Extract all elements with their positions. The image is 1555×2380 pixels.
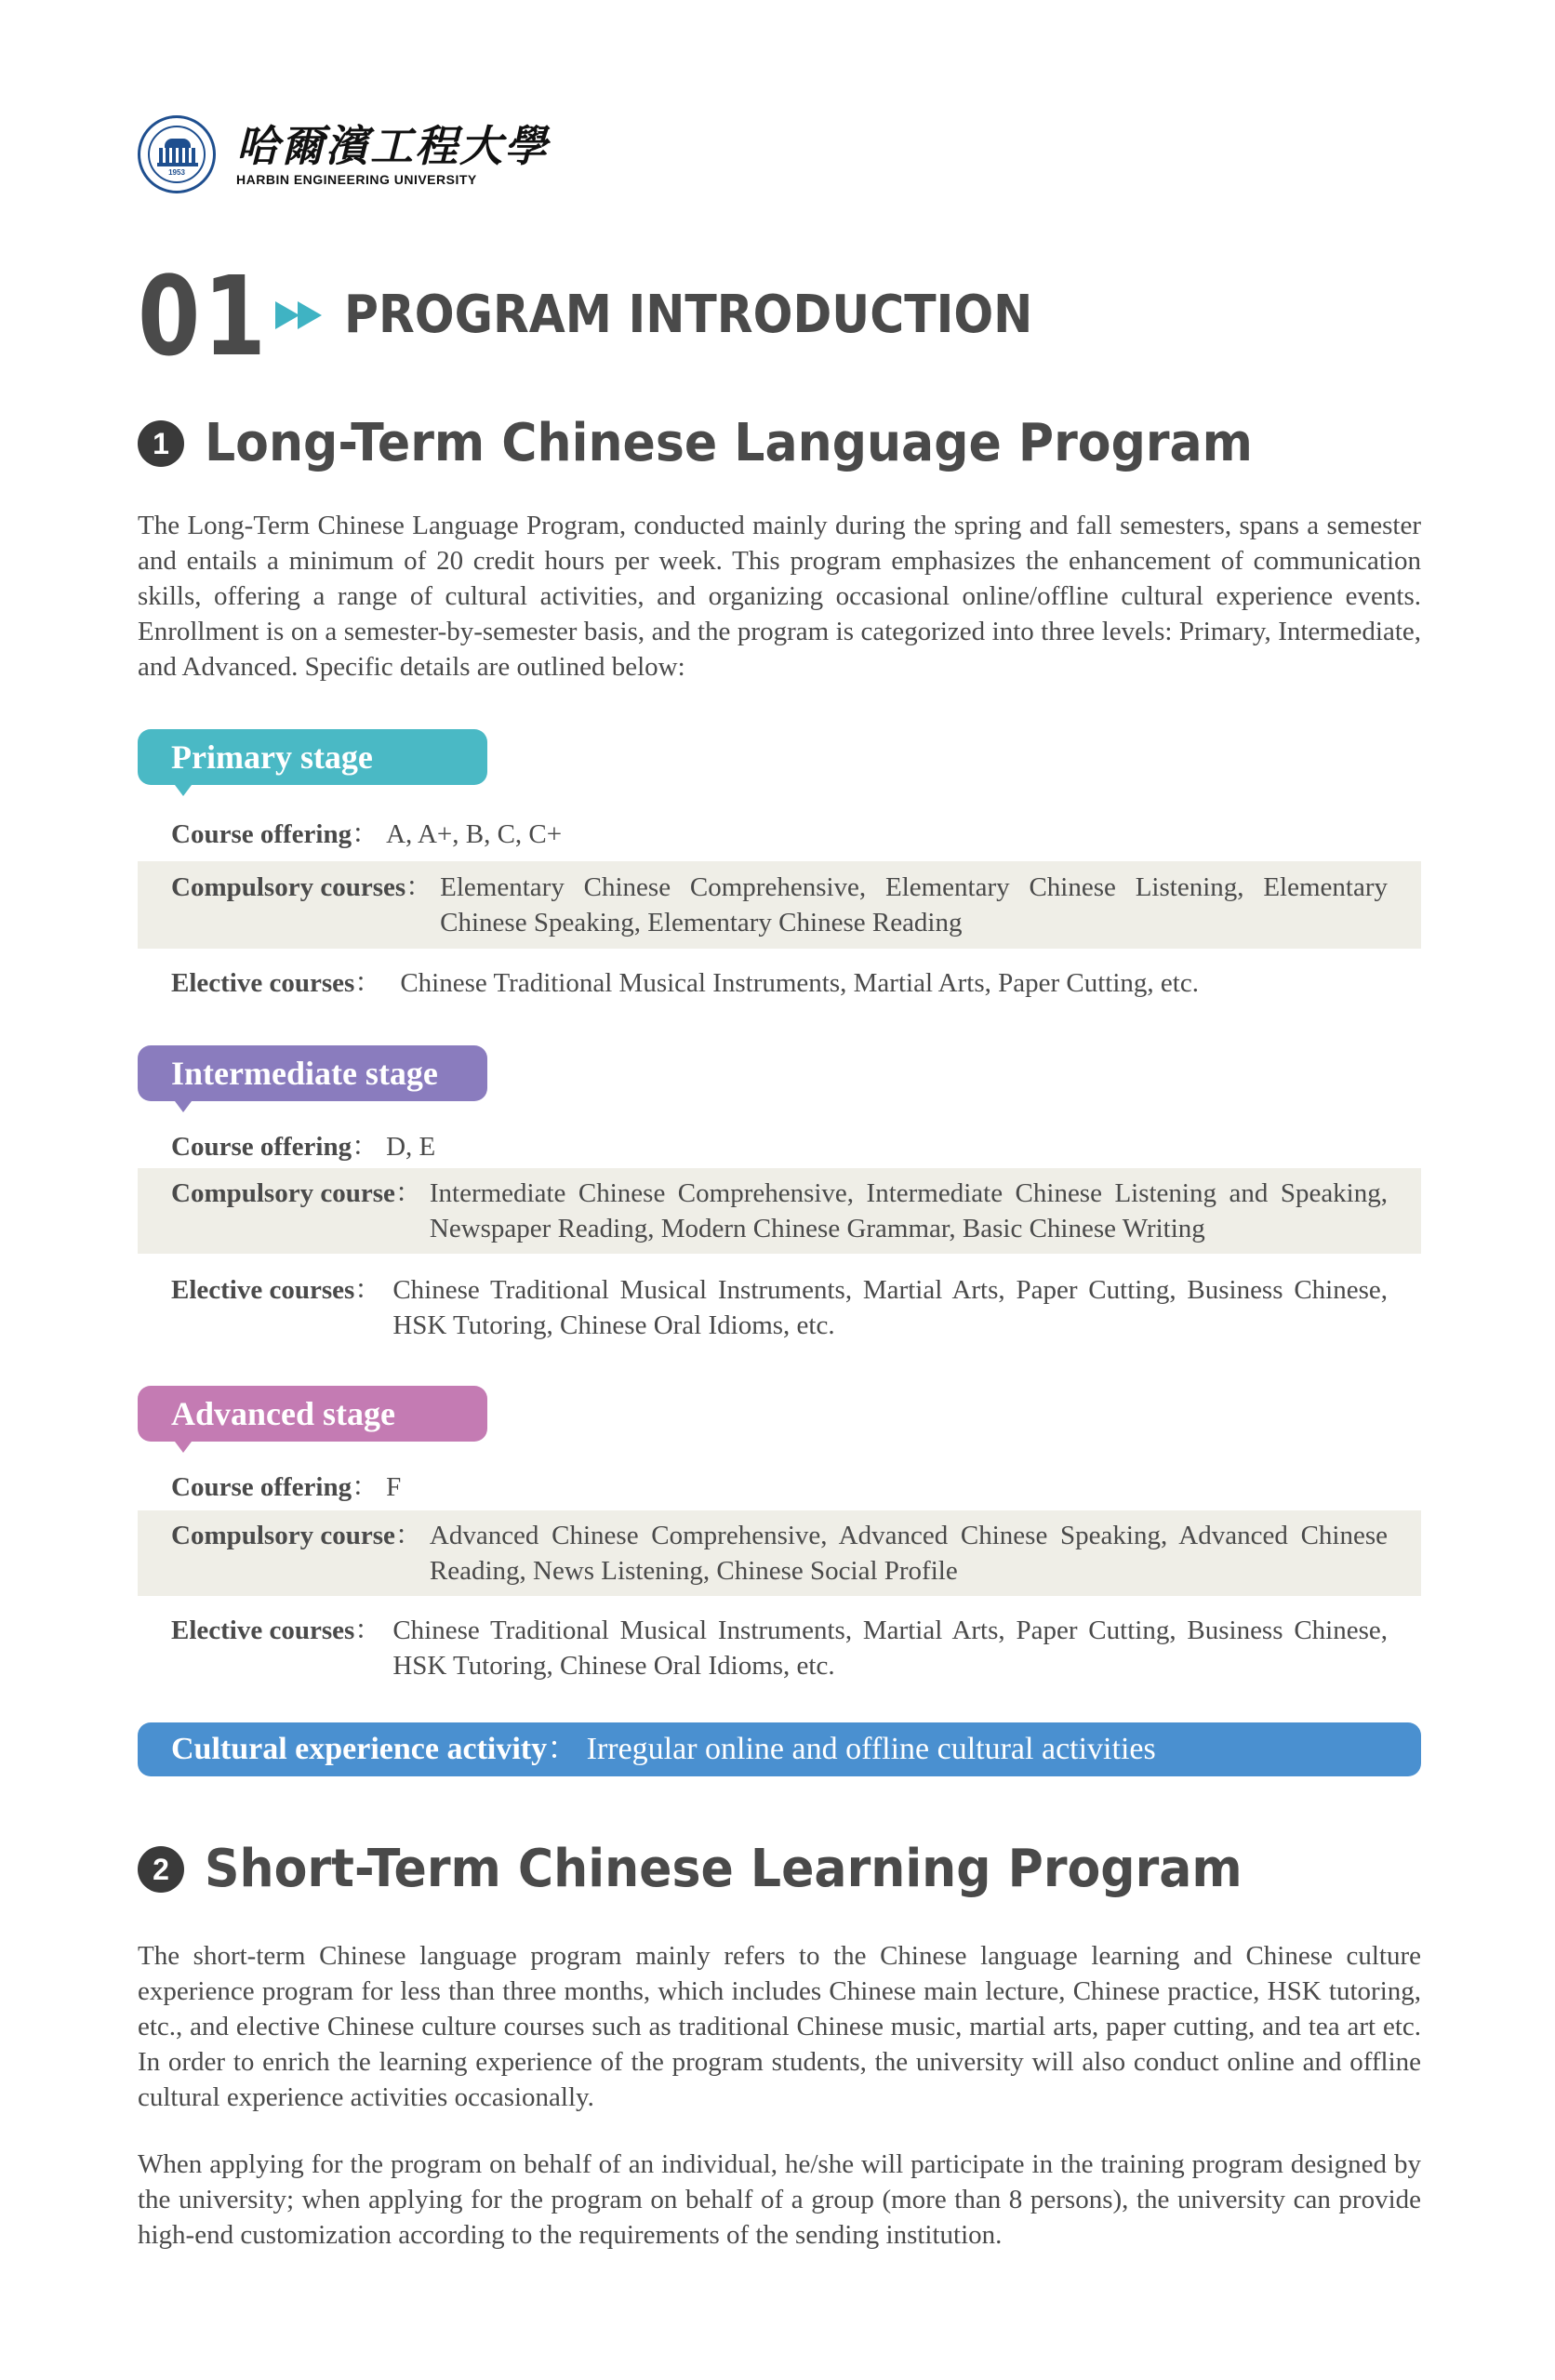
seal-year: 1953: [168, 168, 185, 177]
long-term-heading-text: Long-Term Chinese Language Program: [205, 413, 1253, 473]
cultural-experience-label: Cultural experience activity ：: [171, 1732, 578, 1766]
long-term-heading: [138, 413, 1332, 474]
primary-course-offering: [138, 817, 1421, 852]
elective-value: Chinese Traditional Musical Instruments, Martial Arts, Paper Cutting, etc.: [400, 968, 1199, 998]
course-offering-value: D, E: [386, 1132, 436, 1162]
advanced-course-offering: [138, 1469, 1421, 1505]
logo-english-name: HARBIN ENGINEERING UNIVERSITY: [236, 172, 477, 187]
short-term-heading-text: Short-Term Chinese Learning Program: [205, 1839, 1243, 1899]
compulsory-value: Elementary Chinese Comprehensive, Elementary Chinese Listening, Elementary Chinese Speaking, Elementary Chinese Reading: [440, 872, 1388, 937]
intermediate-course-offering: [138, 1129, 1421, 1164]
course-offering-label: Course offering ：: [171, 817, 379, 852]
elective-label: Elective courses ：: [171, 1272, 381, 1343]
logo-chinese-name: 哈爾濱工程大學: [236, 121, 549, 171]
course-offering-value: F: [386, 1472, 402, 1502]
primary-stage-tag: Primary stage: [138, 729, 487, 785]
cultural-experience-bar: [138, 1722, 1421, 1776]
long-term-intro: The Long-Term Chinese Language Program, conducted mainly during the spring and fall semesters, spans a semester and entails a minimum of 20 credit hours per week. This program emphasizes the enhancement of communication skills, offering a range of cultural activities, and organizing occasional online/offline cultural experience events. Enrollment is on a semester-by-semester basis, and the program is categorized into three levels: Primary, Intermediate, and Advanced. Specific details are outlined below:: [138, 511, 1421, 682]
compulsory-value: Advanced Chinese Comprehensive, Advanced Chinese Speaking, Advanced Chinese Reading, News Listening, Chinese Social Profile: [429, 1521, 1388, 1586]
short-term-paragraph-2: When applying for the program on behalf of an individual, he/she will participate in the training program designed by the university; when applying for the program on behalf of a group (more than 8 persons), the university can provide high-end customization according to the requirements of the sending institution.: [138, 2149, 1421, 2250]
university-logo: [138, 115, 549, 193]
compulsory-label: Compulsory course ：: [171, 1176, 422, 1246]
compulsory-label: Compulsory courses ：: [171, 870, 432, 940]
compulsory-label: Compulsory course ：: [171, 1518, 422, 1589]
primary-compulsory-courses: [138, 861, 1421, 949]
intermediate-stage-tag: Intermediate stage: [138, 1045, 487, 1101]
advanced-compulsory-courses: [138, 1510, 1421, 1596]
advanced-elective-courses: [138, 1613, 1421, 1683]
cultural-experience-value: Irregular online and offline cultural activities: [586, 1732, 1156, 1766]
compulsory-value: Intermediate Chinese Comprehensive, Intermediate Chinese Listening and Speaking, Newspaper Reading, Modern Chinese Grammar, Basic Chinese Writing: [429, 1178, 1388, 1243]
course-offering-value: A, A+, B, C, C+: [386, 819, 563, 849]
short-term-paragraph-1: The short-term Chinese language program mainly refers to the Chinese language learning and Chinese culture experience program for less than three months, which includes Chinese main lecture, Chinese practice, HSK tutoring, etc., and elective Chinese culture courses such as traditional Chinese music, martial arts, paper cutting, and tea art etc. In order to enrich the learning experience of the program students, the university will also conduct online and offline cultural experience activities occasionally.: [138, 1941, 1421, 2112]
elective-value: Chinese Traditional Musical Instruments, Martial Arts, Paper Cutting, Business Chinese, HSK Tutoring, Chinese Oral Idioms, etc.: [392, 1275, 1388, 1340]
section-title: PROGRAM INTRODUCTION: [344, 285, 1033, 345]
elective-label: Elective courses ：: [171, 965, 381, 1001]
university-seal-icon: [138, 115, 216, 193]
elective-label: Elective courses ：: [171, 1613, 381, 1683]
number-badge-1: 1: [138, 420, 184, 467]
intermediate-compulsory-courses: [138, 1168, 1421, 1254]
advanced-stage-tag: Advanced stage: [138, 1386, 487, 1442]
intermediate-elective-courses: [138, 1272, 1421, 1343]
number-badge-2: 2: [138, 1846, 184, 1893]
short-term-heading: [138, 1839, 1321, 1900]
primary-elective-courses: [138, 965, 1421, 1001]
course-offering-label: Course offering ：: [171, 1469, 379, 1505]
double-arrow-icon: [275, 299, 327, 331]
section-number: 01: [138, 252, 270, 380]
course-offering-label: Course offering ：: [171, 1129, 379, 1164]
elective-value: Chinese Traditional Musical Instruments, Martial Arts, Paper Cutting, Business Chinese, HSK Tutoring, Chinese Oral Idioms, etc.: [392, 1615, 1388, 1681]
